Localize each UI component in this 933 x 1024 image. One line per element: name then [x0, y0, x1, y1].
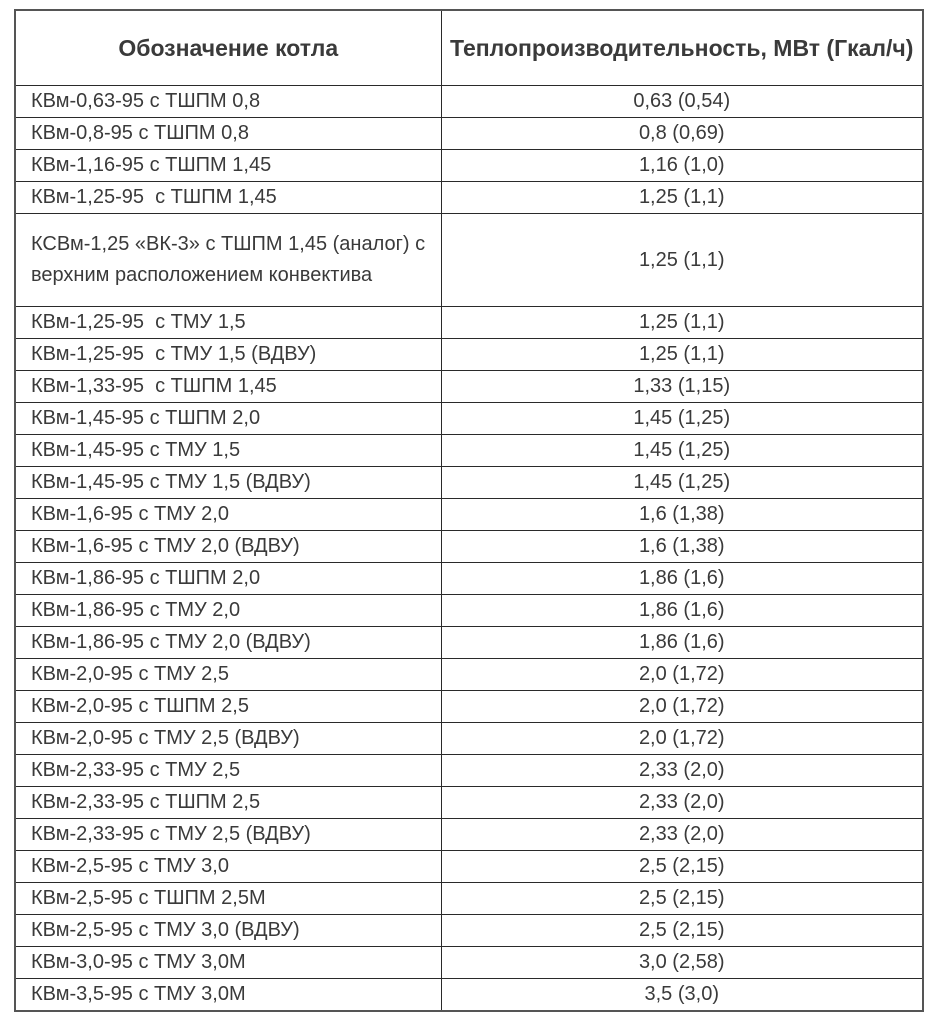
boiler-name-cell: КВм-1,45-95 с ТШПМ 2,0 — [15, 403, 441, 435]
boiler-name-cell: КВм-1,25-95 с ТМУ 1,5 — [15, 307, 441, 339]
table-row — [15, 403, 923, 435]
heat-output-cell: 2,33 (2,0) — [441, 755, 923, 787]
table-row — [15, 627, 923, 659]
heat-output-cell: 1,86 (1,6) — [441, 595, 923, 627]
table-row — [15, 371, 923, 403]
heat-output-cell: 2,5 (2,15) — [441, 851, 923, 883]
table-row — [15, 339, 923, 371]
heat-output-cell: 1,45 (1,25) — [441, 435, 923, 467]
table-row — [15, 214, 923, 307]
table-row — [15, 755, 923, 787]
header-heat-output: Теплопроизводительность, МВт (Гкал/ч) — [441, 10, 923, 86]
table-row — [15, 307, 923, 339]
table-row — [15, 723, 923, 755]
header-boiler-name: Обозначение котла — [15, 10, 441, 86]
boiler-name-cell: КВм-2,33-95 с ТМУ 2,5 — [15, 755, 441, 787]
heat-output-cell: 2,0 (1,72) — [441, 691, 923, 723]
heat-output-cell: 1,33 (1,15) — [441, 371, 923, 403]
boiler-name-cell: КВм-2,0-95 с ТМУ 2,5 (ВДВУ) — [15, 723, 441, 755]
table-row — [15, 118, 923, 150]
boiler-name-cell: КВм-1,25-95 с ТШПМ 1,45 — [15, 182, 441, 214]
heat-output-cell: 1,86 (1,6) — [441, 563, 923, 595]
table-row — [15, 819, 923, 851]
heat-output-cell: 1,25 (1,1) — [441, 307, 923, 339]
table-row — [15, 499, 923, 531]
heat-output-cell: 3,0 (2,58) — [441, 947, 923, 979]
heat-output-cell: 2,0 (1,72) — [441, 659, 923, 691]
boiler-name-cell: КВм-1,86-95 с ТМУ 2,0 (ВДВУ) — [15, 627, 441, 659]
boiler-name-cell: КВм-1,6-95 с ТМУ 2,0 — [15, 499, 441, 531]
heat-output-cell: 2,5 (2,15) — [441, 915, 923, 947]
heat-output-cell: 3,5 (3,0) — [441, 979, 923, 1012]
boiler-name-cell: КВм-2,33-95 с ТМУ 2,5 (ВДВУ) — [15, 819, 441, 851]
heat-output-cell: 1,45 (1,25) — [441, 403, 923, 435]
heat-output-cell: 1,45 (1,25) — [441, 467, 923, 499]
boiler-name-cell: КВм-1,86-95 с ТШПМ 2,0 — [15, 563, 441, 595]
heat-output-cell: 1,6 (1,38) — [441, 499, 923, 531]
boiler-name-cell: КВм-2,0-95 с ТШПМ 2,5 — [15, 691, 441, 723]
table-row — [15, 563, 923, 595]
boiler-name-cell: КВм-1,16-95 с ТШПМ 1,45 — [15, 150, 441, 182]
table-row — [15, 883, 923, 915]
boiler-name-cell: КСВм-1,25 «ВК-3» с ТШПМ 1,45 (аналог) с верхним расположением конвектива — [15, 214, 441, 307]
table-row — [15, 691, 923, 723]
table-row — [15, 86, 923, 118]
table-row — [15, 851, 923, 883]
boiler-name-cell: КВм-1,25-95 с ТМУ 1,5 (ВДВУ) — [15, 339, 441, 371]
boiler-name-cell: КВм-0,63-95 с ТШПМ 0,8 — [15, 86, 441, 118]
boiler-name-cell: КВм-2,5-95 с ТШПМ 2,5М — [15, 883, 441, 915]
table-row — [15, 979, 923, 1012]
table-row — [15, 467, 923, 499]
table-row — [15, 947, 923, 979]
boiler-name-cell: КВм-1,86-95 с ТМУ 2,0 — [15, 595, 441, 627]
boiler-name-cell: КВм-1,45-95 с ТМУ 1,5 (ВДВУ) — [15, 467, 441, 499]
boiler-name-cell: КВм-2,5-95 с ТМУ 3,0 — [15, 851, 441, 883]
table-row — [15, 182, 923, 214]
boiler-name-cell: КВм-3,0-95 с ТМУ 3,0М — [15, 947, 441, 979]
heat-output-cell: 0,8 (0,69) — [441, 118, 923, 150]
boiler-name-cell: КВм-1,33-95 с ТШПМ 1,45 — [15, 371, 441, 403]
heat-output-cell: 1,86 (1,6) — [441, 627, 923, 659]
heat-output-cell: 2,33 (2,0) — [441, 819, 923, 851]
boiler-name-cell: КВм-2,33-95 с ТШПМ 2,5 — [15, 787, 441, 819]
boiler-name-cell: КВм-0,8-95 с ТШПМ 0,8 — [15, 118, 441, 150]
table-row — [15, 435, 923, 467]
heat-output-cell: 0,63 (0,54) — [441, 86, 923, 118]
table-row — [15, 150, 923, 182]
heat-output-cell: 1,16 (1,0) — [441, 150, 923, 182]
table-row — [15, 787, 923, 819]
boiler-name-cell: КВм-1,6-95 с ТМУ 2,0 (ВДВУ) — [15, 531, 441, 563]
boiler-spec-table — [14, 9, 924, 1012]
heat-output-cell: 1,25 (1,1) — [441, 339, 923, 371]
table-row — [15, 531, 923, 563]
heat-output-cell: 1,25 (1,1) — [441, 214, 923, 307]
boiler-name-cell: КВм-2,0-95 с ТМУ 2,5 — [15, 659, 441, 691]
boiler-name-cell: КВм-2,5-95 с ТМУ 3,0 (ВДВУ) — [15, 915, 441, 947]
boiler-name-cell: КВм-1,45-95 с ТМУ 1,5 — [15, 435, 441, 467]
heat-output-cell: 2,5 (2,15) — [441, 883, 923, 915]
heat-output-cell: 1,25 (1,1) — [441, 182, 923, 214]
boiler-name-cell: КВм-3,5-95 с ТМУ 3,0М — [15, 979, 441, 1012]
heat-output-cell: 2,0 (1,72) — [441, 723, 923, 755]
heat-output-cell: 2,33 (2,0) — [441, 787, 923, 819]
table-row — [15, 595, 923, 627]
heat-output-cell: 1,6 (1,38) — [441, 531, 923, 563]
table-row — [15, 915, 923, 947]
table-row — [15, 659, 923, 691]
header-row — [15, 10, 923, 86]
